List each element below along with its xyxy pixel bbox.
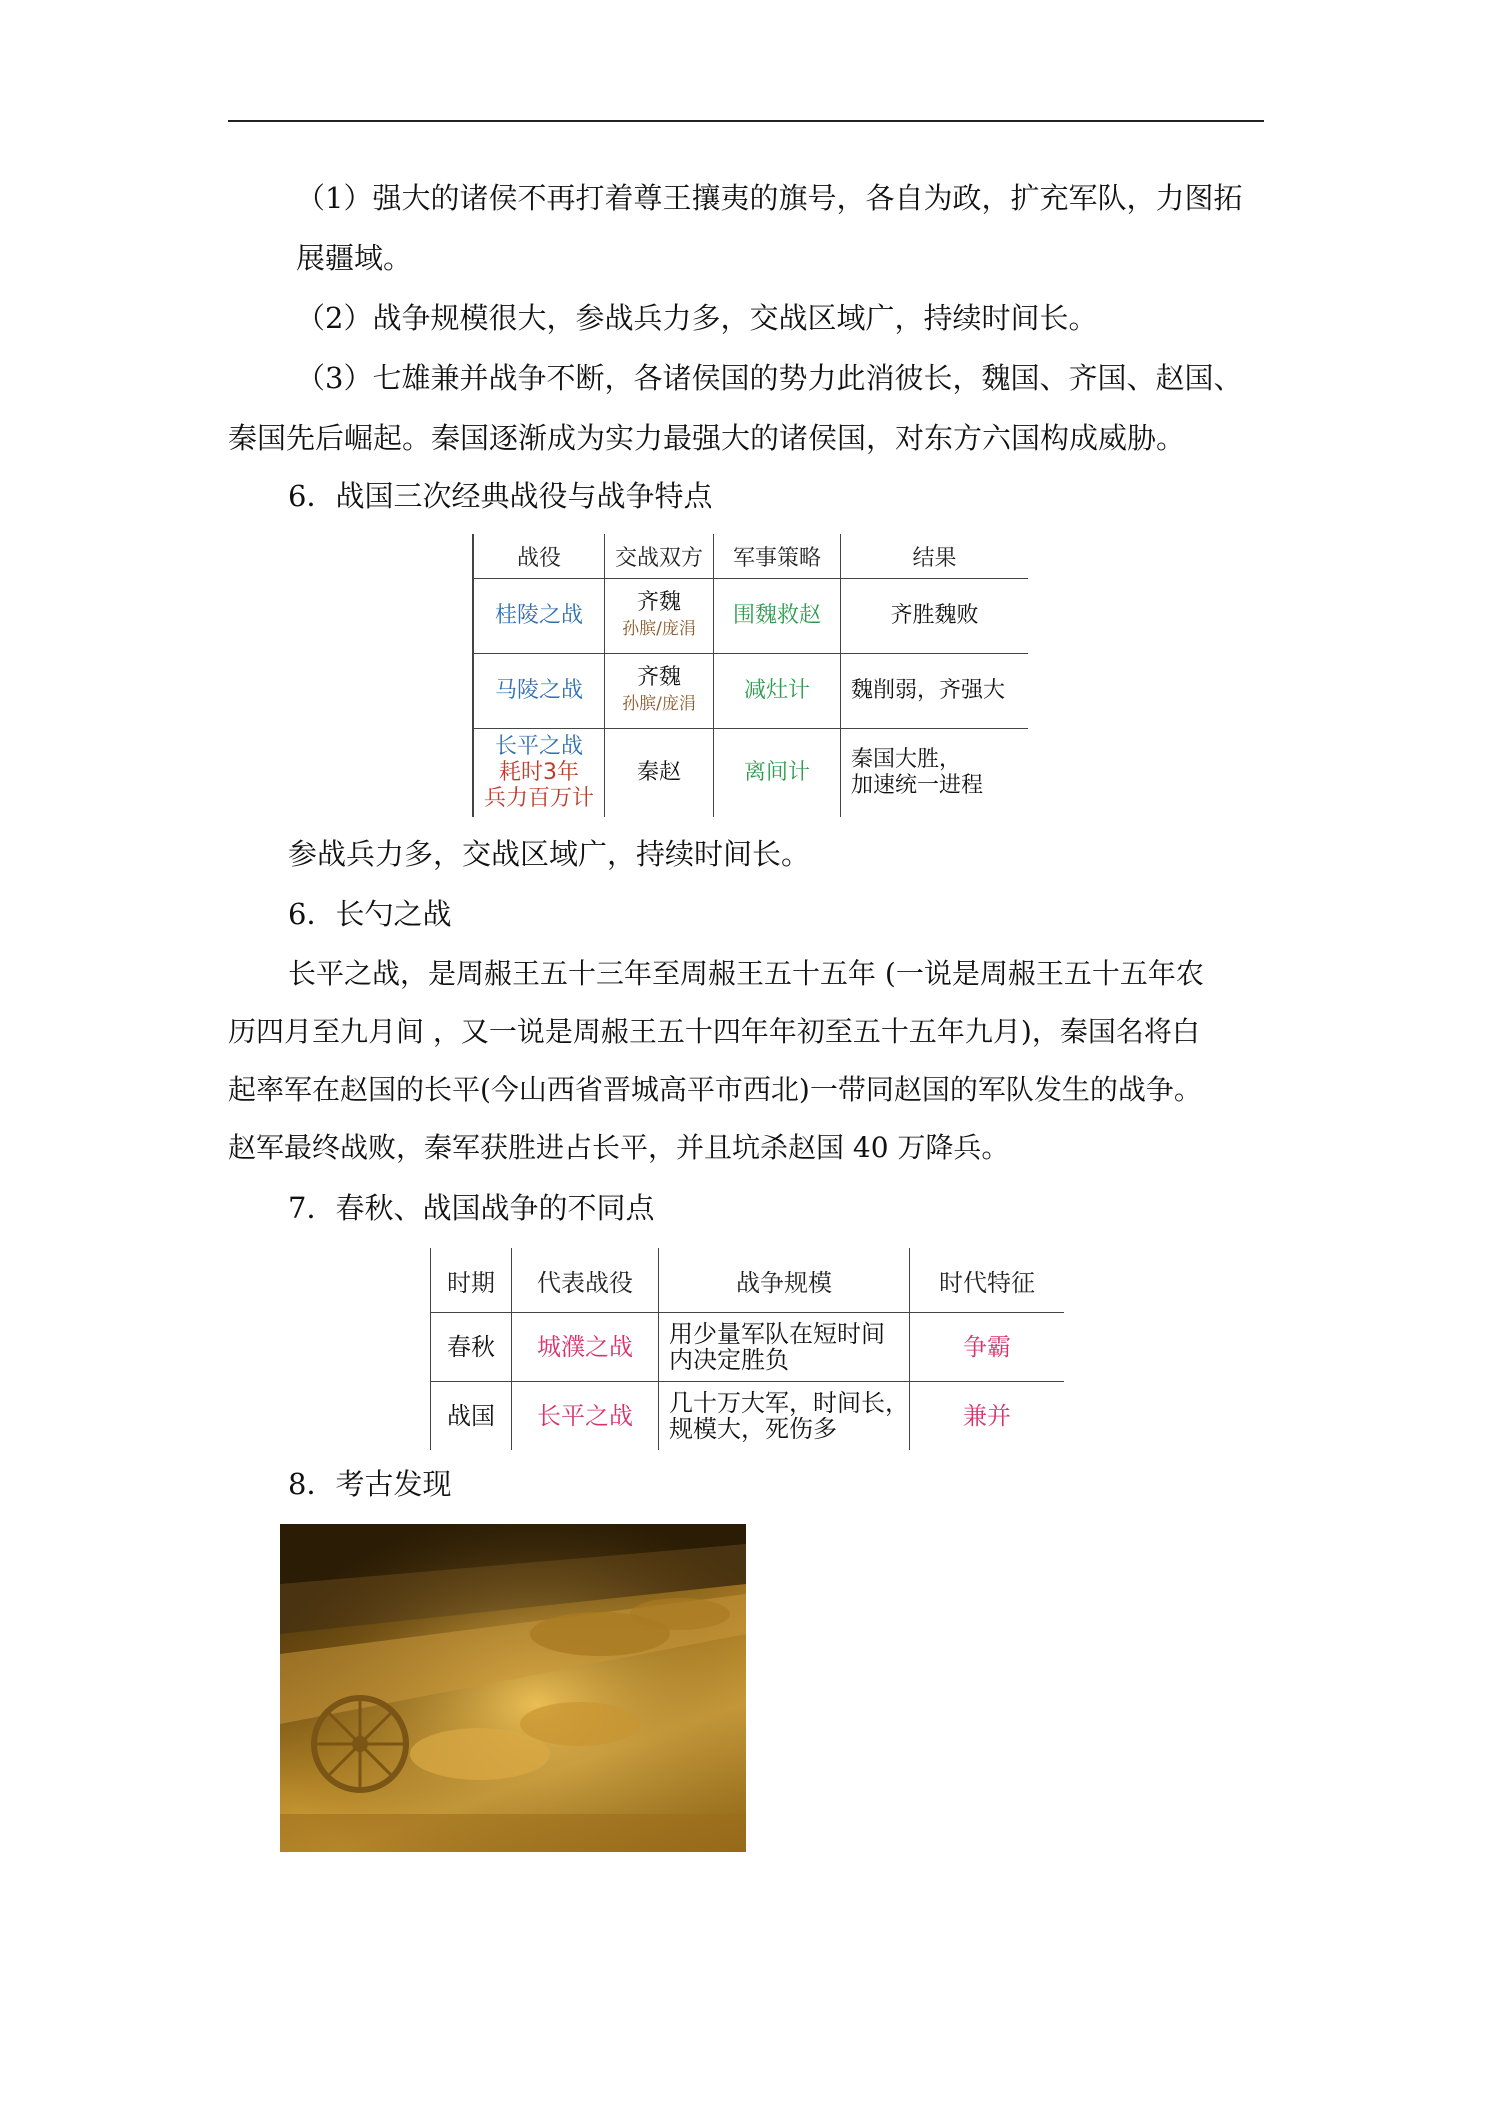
col-header: 时代特征 xyxy=(910,1248,1065,1313)
paragraph-2: （2）战争规模很大，参战兵力多，交战区域广，持续时间长。 xyxy=(296,301,1098,335)
heading-6-changshao: 6．长勺之战 xyxy=(288,897,452,931)
paragraph-3-line-2: 秦国先后崛起。秦国逐渐成为实力最强大的诸侯国，对东方六国构成威胁。 xyxy=(228,421,1186,455)
battle-sides xyxy=(605,579,714,654)
col-header: 时期 xyxy=(431,1248,512,1313)
battle-result: 加速统一进程 xyxy=(851,773,984,798)
battle-strategy: 围魏救赵 xyxy=(714,579,841,654)
battle-table xyxy=(472,534,1028,817)
period: 战国 xyxy=(431,1382,512,1451)
war-scale xyxy=(659,1382,910,1451)
table-row xyxy=(473,579,1028,654)
battle-note: 兵力百万计 xyxy=(483,786,594,811)
battle-note: 耗时3年 xyxy=(499,760,579,785)
period: 春秋 xyxy=(431,1313,512,1382)
representative-battle: 长平之战 xyxy=(512,1382,659,1451)
battle-name: 马陵之战 xyxy=(473,654,605,729)
sides-text: 齐魏 xyxy=(636,590,681,615)
kai-paragraph-line-4: 赵军最终战败，秦军获胜进占长平，并且坑杀赵国 40 万降兵。 xyxy=(228,1131,1010,1164)
commanders-text: 孙膑/庞涓 xyxy=(622,694,696,714)
battle-result: 魏削弱，齐强大 xyxy=(841,654,1029,729)
summary-line: 参战兵力多，交战区域广，持续时间长。 xyxy=(288,837,811,871)
battle-name: 长平之战 xyxy=(494,734,583,759)
battle-sides: 秦赵 xyxy=(605,729,714,818)
commanders-text: 孙膑/庞涓 xyxy=(622,619,696,639)
header-rule xyxy=(228,120,1264,122)
kai-paragraph-line-1: 长平之战，是周赧王五十三年至周赧王五十五年 (一说是周赧王五十五年农 xyxy=(288,957,1204,990)
war-scale-line: 几十万大军，时间长， xyxy=(669,1389,909,1417)
table-row xyxy=(431,1382,1065,1451)
table-header-row xyxy=(431,1248,1065,1313)
sides-text: 齐魏 xyxy=(636,665,681,690)
paragraph-3-line-1: （3）七雄兼并战争不断，各诸侯国的势力此消彼长，魏国、齐国、赵国、 xyxy=(296,361,1243,395)
kai-paragraph-line-2: 历四月至九月间 ，又一说是周赧王五十四年年初至五十五年九月)，秦国名将白 xyxy=(228,1015,1200,1048)
paragraph-1-line-2: 展疆域。 xyxy=(296,241,413,275)
col-header: 战役 xyxy=(473,534,605,579)
battle-name-cell xyxy=(473,729,605,818)
era-feature: 兼并 xyxy=(910,1382,1065,1451)
heading-7: 7．春秋、战国战争的不同点 xyxy=(288,1191,655,1225)
era-feature: 争霸 xyxy=(910,1313,1065,1382)
table-header-row xyxy=(473,534,1028,579)
table-row xyxy=(431,1313,1065,1382)
kai-paragraph-line-3: 起率军在赵国的长平(今山西省晋城高平市西北)一带同赵国的军队发生的战争。 xyxy=(228,1073,1202,1106)
col-header: 结果 xyxy=(841,534,1029,579)
battle-sides xyxy=(605,654,714,729)
battle-result: 齐胜魏败 xyxy=(841,579,1029,654)
table-row xyxy=(473,654,1028,729)
war-scale-line: 内决定胜负 xyxy=(669,1346,789,1374)
war-scale-line: 用少量军队在短时间 xyxy=(669,1320,885,1348)
heading-8: 8．考古发现 xyxy=(288,1467,452,1501)
col-header: 战争规模 xyxy=(659,1248,910,1313)
col-header: 代表战役 xyxy=(512,1248,659,1313)
period-table xyxy=(430,1248,1064,1450)
chariot-pit-illustration xyxy=(280,1524,746,1852)
representative-battle: 城濮之战 xyxy=(512,1313,659,1382)
war-scale xyxy=(659,1313,910,1382)
col-header: 交战双方 xyxy=(605,534,714,579)
table-row xyxy=(473,729,1028,818)
battle-result: 秦国大胜， xyxy=(851,747,962,772)
col-header: 军事策略 xyxy=(714,534,841,579)
war-scale-line: 规模大，死伤多 xyxy=(669,1415,837,1443)
battle-strategy: 离间计 xyxy=(714,729,841,818)
battle-strategy: 减灶计 xyxy=(714,654,841,729)
paragraph-1-line-1: （1）强大的诸侯不再打着尊王攘夷的旗号，各自为政，扩充军队，力图拓 xyxy=(296,181,1243,215)
heading-6-battles: 6．战国三次经典战役与战争特点 xyxy=(288,479,713,513)
archaeology-photo xyxy=(280,1524,746,1852)
battle-name: 桂陵之战 xyxy=(473,579,605,654)
battle-result-cell xyxy=(841,729,1029,818)
